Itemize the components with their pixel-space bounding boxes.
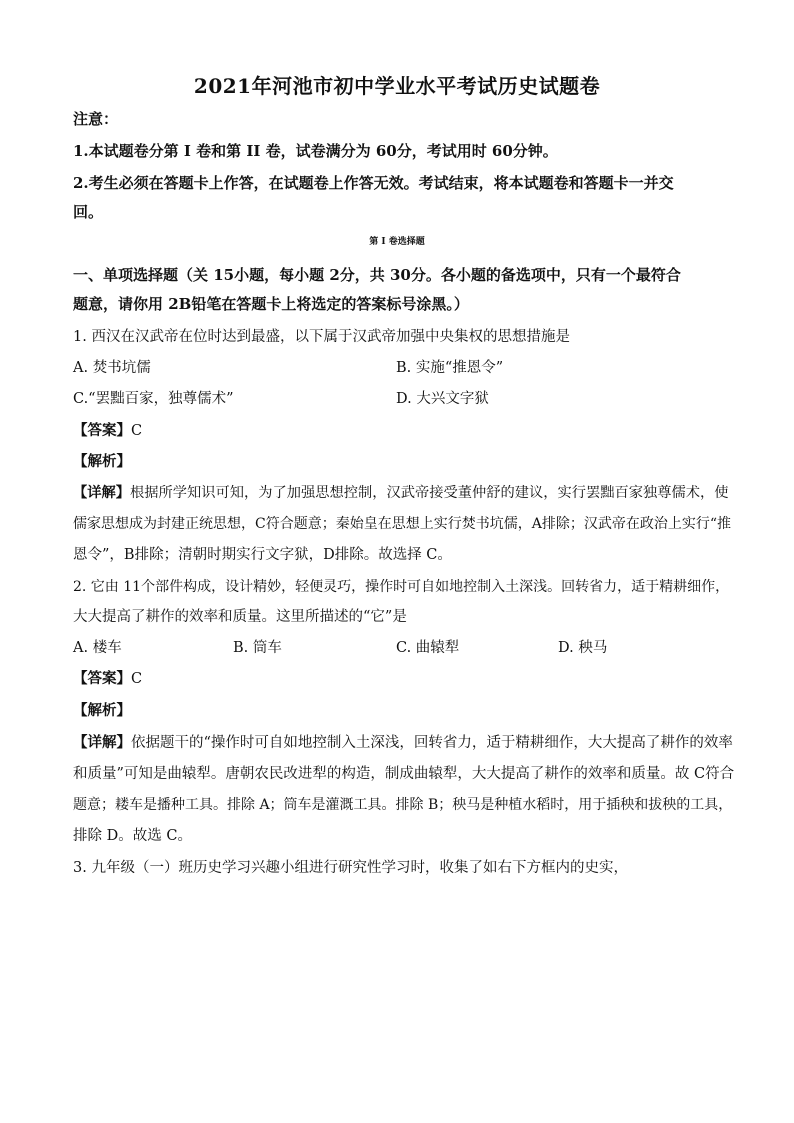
- question-2-analysis: [73, 701, 131, 721]
- answer-value: C: [131, 423, 143, 439]
- question-2-stem-cont: 大大提高了耕作的效率和质量。这里所描述的“它”是: [73, 609, 407, 625]
- question-2-stem: 2. 它由 11个部件构成，设计精妙，轻便灵巧，操作时可自如地控制入土深浅。回转省力，适于精耕细作，: [73, 579, 730, 595]
- question-1-option-a: A. 焚书坑儒: [73, 360, 151, 376]
- question-2-detail-line-4: 排除 D。故选 C。: [73, 828, 192, 844]
- notice-item-2-cont: 回。: [73, 203, 104, 221]
- detail-tag: 【详解】: [73, 485, 131, 501]
- question-2-detail-line-3: 题意；耧车是播种工具。排除 A；筒车是灌溉工具。排除 B；秧马是种植水稻时，用于插秧和拔秧的工具，: [73, 797, 733, 813]
- question-3-stem: 3. 九年级（一）班历史学习兴趣小组进行研究性学习时，收集了如右下方框内的史实，: [73, 860, 628, 876]
- question-2-option-a: A. 楼车: [73, 640, 122, 656]
- section-instruction-cont: 题意，请你用 2B铅笔在答题卡上将选定的答案标号涂黑。）: [73, 295, 469, 313]
- question-2-option-c: C. 曲辕犁: [396, 640, 460, 656]
- page-title: 2021年河池市初中学业水平考试历史试题卷: [193, 74, 601, 98]
- analysis-tag: 【解析】: [73, 702, 131, 719]
- question-2-option-b: B. 筒车: [233, 640, 282, 656]
- section-instruction: 一、单项选择题（关 15小题，每小题 2分，共 30分。各小题的备选项中，只有一个最符合: [73, 266, 681, 284]
- notice-item-1: 1.本试题卷分第 I 卷和第 II 卷，试卷满分为 60分，考试用时 60分钟。: [73, 142, 558, 160]
- question-1-detail-line-2: 儒家思想成为封建正统思想，C符合题意；秦始皇在思想上实行焚书坑儒，A排除；汉武帝在政治上实行“推: [73, 516, 731, 532]
- section-heading: 第 I 卷选择题: [369, 237, 425, 247]
- question-1-detail-line-1: [73, 483, 729, 503]
- answer-value: C: [131, 671, 143, 687]
- detail-text: 根据所学知识可知，为了加强思想控制，汉武帝接受董仲舒的建议，实行罢黜百家独尊儒术，使: [130, 485, 729, 501]
- question-1-answer: [73, 421, 142, 441]
- answer-tag: 【答案】: [73, 670, 131, 687]
- question-2-option-d: D. 秧马: [558, 640, 608, 656]
- question-1-option-d: D. 大兴文字狱: [396, 391, 489, 407]
- question-1-option-b: B. 实施“推恩令”: [396, 360, 504, 376]
- question-1-detail-line-3: 恩令”，B排除；清朝时期实行文字狱，D排除。故选择 C。: [73, 547, 452, 563]
- question-2-answer: [73, 669, 142, 689]
- detail-tag: 【详解】: [73, 734, 131, 751]
- question-1-stem: 1. 西汉在汉武帝在位时达到最盛，以下属于汉武帝加强中央集权的思想措施是: [73, 329, 570, 345]
- question-1-option-c: C.“罢黜百家，独尊儒术”: [73, 391, 234, 407]
- question-1-analysis: [73, 452, 131, 472]
- notice-heading: 注意：: [73, 110, 119, 128]
- question-2-detail-line-2: 和质量”可知是曲辕犁。唐朝农民改进犁的构造，制成曲辕犁，大大提高了耕作的效率和质量。故 C符合: [73, 766, 735, 782]
- analysis-tag: 【解析】: [73, 453, 131, 470]
- question-2-detail-line-1: [73, 733, 733, 753]
- answer-tag: 【答案】: [73, 422, 131, 439]
- notice-item-2: 2.考生必须在答题卡上作答，在试题卷上作答无效。考试结束，将本试题卷和答题卡一并交: [73, 174, 674, 192]
- detail-text: 依据题干的“操作时可自如地控制入土深浅，回转省力，适于精耕细作，大大提高了耕作的效率: [131, 735, 733, 751]
